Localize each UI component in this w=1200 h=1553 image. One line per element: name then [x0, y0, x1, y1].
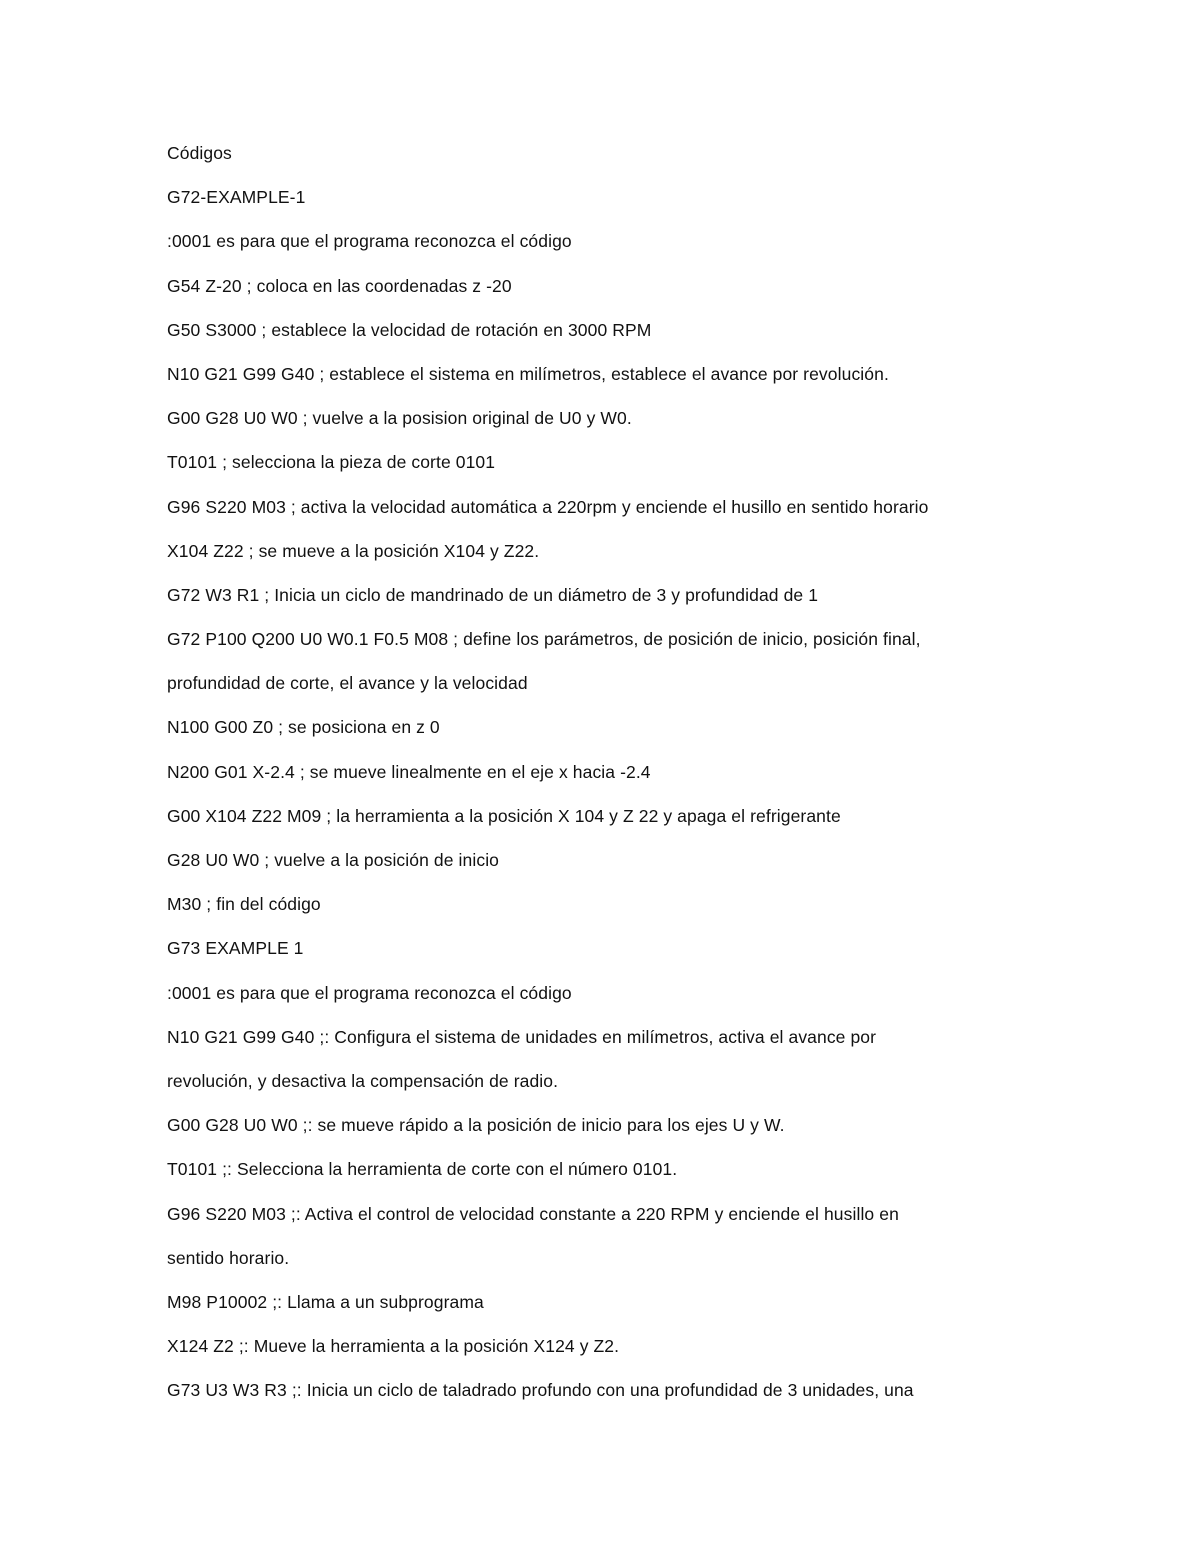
text-line: T0101 ;: Selecciona la herramienta de corte con el número 0101. — [167, 1159, 678, 1180]
document-heading: Códigos — [167, 143, 232, 163]
text-line: G00 G28 U0 W0 ; vuelve a la posision original de U0 y W0. — [167, 408, 632, 429]
text-line: G72-EXAMPLE-1 — [167, 187, 306, 208]
text-line: G73 EXAMPLE 1 — [167, 938, 304, 959]
text-line: G00 G28 U0 W0 ;: se mueve rápido a la posición de inicio para los ejes U y W. — [167, 1115, 785, 1136]
text-line: sentido horario. — [167, 1247, 290, 1268]
text-line: G00 X104 Z22 M09 ; la herramienta a la posición X 104 y Z 22 y apaga el refrigerante — [167, 805, 841, 826]
text-line: G54 Z-20 ; coloca en las coordenadas z -20 — [167, 275, 512, 296]
text-line: G96 S220 M03 ; activa la velocidad automática a 220rpm y enciende el husillo en sentido horario — [167, 496, 929, 517]
text-line: T0101 ; selecciona la pieza de corte 0101 — [167, 452, 496, 473]
text-line: G50 S3000 ; establece la velocidad de rotación en 3000 RPM — [167, 319, 652, 340]
text-line: :0001 es para que el programa reconozca el código — [167, 982, 572, 1003]
text-line: revolución, y desactiva la compensación de radio. — [167, 1070, 559, 1091]
text-line: X104 Z22 ; se mueve a la posición X104 y Z22. — [167, 540, 540, 561]
text-line: :0001 es para que el programa reconozca el código — [167, 231, 572, 252]
text-line: N200 G01 X-2.4 ; se mueve linealmente en el eje x hacia -2.4 — [167, 761, 651, 782]
text-line: G28 U0 W0 ; vuelve a la posición de inicio — [167, 850, 500, 870]
text-line: G73 U3 W3 R3 ;: Inicia un ciclo de taladrado profundo con una profundidad de 3 unidades, una — [167, 1380, 914, 1401]
text-line: G72 P100 Q200 U0 W0.1 F0.5 M08 ; define los parámetros, de posición de inicio, posición final, — [167, 629, 921, 650]
document-body — [167, 138, 1047, 1419]
text-line: N100 G00 Z0 ; se posiciona en z 0 — [167, 717, 440, 738]
text-line: N10 G21 G99 G40 ;: Configura el sistema de unidades en milímetros, activa el avance por — [167, 1026, 877, 1047]
text-line: X124 Z2 ;: Mueve la herramienta a la posición X124 y Z2. — [167, 1336, 620, 1357]
text-line: profundidad de corte, el avance y la velocidad — [167, 673, 528, 694]
text-line: M98 P10002 ;: Llama a un subprograma — [167, 1291, 484, 1312]
text-line: G96 S220 M03 ;: Activa el control de velocidad constante a 220 RPM y enciende el husillo en — [167, 1203, 899, 1224]
text-line: G72 W3 R1 ; Inicia un ciclo de mandrinado de un diámetro de 3 y profundidad de 1 — [167, 584, 819, 605]
text-line: M30 ; fin del código — [167, 894, 321, 915]
text-line: N10 G21 G99 G40 ; establece el sistema en milímetros, establece el avance por revolución. — [167, 363, 889, 384]
